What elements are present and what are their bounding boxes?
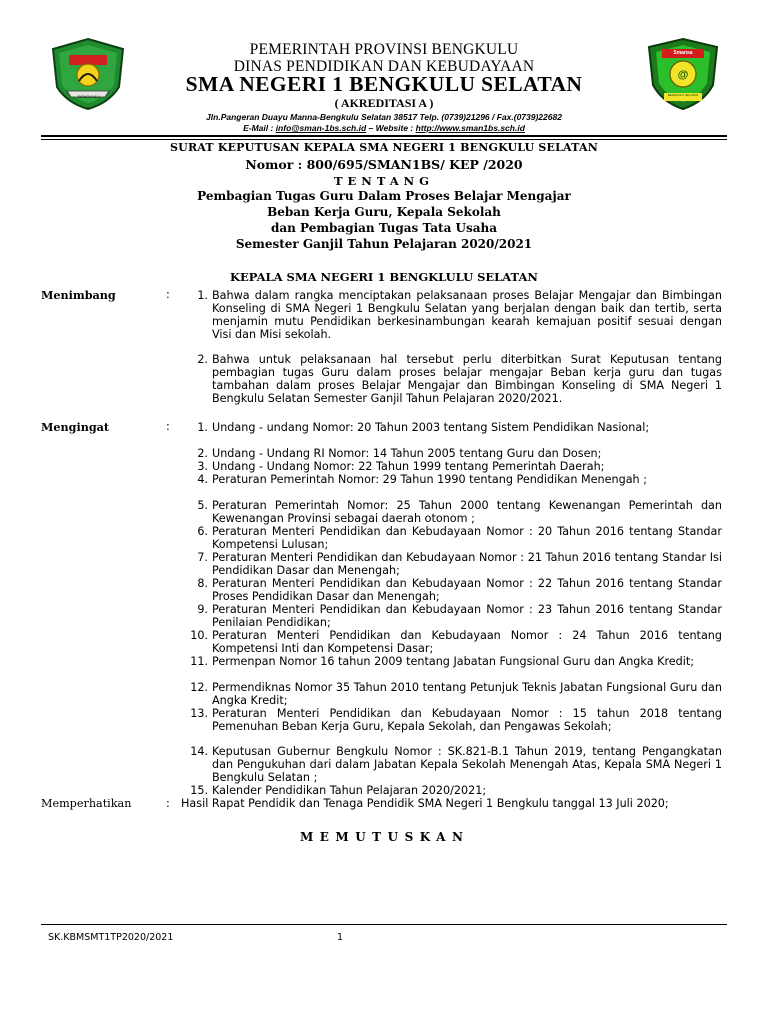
memperhatikan-label: Memperhatikan bbox=[41, 797, 132, 810]
memutuskan-heading: MEMUTUSKAN bbox=[300, 830, 470, 844]
page-number: 1 bbox=[337, 932, 344, 943]
item-number: 10. bbox=[190, 629, 208, 642]
item-number: 8. bbox=[197, 577, 208, 590]
item-text: Permendiknas Nomor 35 Tahun 2010 tentang Petunjuk Teknis Jabatan Fungsional Guru dan Angka Kredit; bbox=[212, 681, 722, 707]
item-text: Keputusan Gubernur Bengkulu Nomor : SK.821-B.1 Tahun 2019, tentang Pengangkatan dan Pengukuhan dari dalam Jabatan Kepala Sekolah Menengah Atas, Kepala SMA Negeri 1 Bengkulu Selatan ; bbox=[212, 745, 722, 784]
item-number: 9. bbox=[197, 603, 208, 616]
mengingat-item bbox=[172, 745, 722, 784]
footer-document-code: SK.KBMSMT1TP2020/2021 bbox=[48, 932, 174, 943]
item-text: Peraturan Pemerintah Nomor: 29 Tahun 1990 tentang Pendidikan Menengah ; bbox=[212, 473, 647, 486]
item-text: Undang - Undang Nomor: 22 Tahun 1999 tentang Pemerintah Daerah; bbox=[212, 460, 605, 473]
email-label: E-Mail : bbox=[243, 123, 276, 133]
mengingat-item bbox=[172, 577, 722, 603]
item-text: Undang - Undang RI Nomor: 14 Tahun 2005 tentang Guru dan Dosen; bbox=[212, 447, 602, 460]
gov-line: PEMERINTAH PROVINSI BENGKULU bbox=[249, 41, 519, 58]
tentang-heading: TENTANG bbox=[333, 174, 435, 188]
item-text: Peraturan Menteri Pendidikan dan Kebudayaan Nomor : 20 Tahun 2016 tentang Standar Kompetensi Lulusan; bbox=[212, 525, 722, 551]
item-text: Undang - undang Nomor: 20 Tahun 2003 tentang Sistem Pendidikan Nasional; bbox=[212, 421, 650, 434]
decree-number: Nomor : 800/695/SMAN1BS/ KEP /2020 bbox=[245, 157, 523, 172]
contact-line bbox=[0, 123, 768, 133]
item-number: 14. bbox=[190, 745, 208, 758]
mengingat-item bbox=[172, 421, 722, 434]
mengingat-item bbox=[172, 460, 722, 473]
item-number: 6. bbox=[197, 525, 208, 538]
item-number: 12. bbox=[190, 681, 208, 694]
mengingat-item bbox=[172, 551, 722, 577]
semester-line: Semester Ganjil Tahun Pelajaran 2020/2021 bbox=[235, 237, 533, 251]
website-link[interactable]: http://www.sman1bs.sch.id bbox=[415, 123, 525, 133]
item-number: 1. bbox=[197, 289, 208, 302]
dept-line: DINAS PENDIDIKAN DAN KEBUDAYAAN bbox=[233, 58, 535, 75]
item-text: Peraturan Menteri Pendidikan dan Kebudayaan Nomor : 22 Tahun 2016 tentang Standar Proses Pendidikan Dasar dan Menengah; bbox=[212, 577, 722, 603]
item-number: 5. bbox=[197, 499, 208, 512]
item-number: 2. bbox=[197, 353, 208, 366]
menimbang-colon: : bbox=[166, 288, 170, 301]
letterhead-rule-thick bbox=[41, 135, 727, 137]
item-number: 1. bbox=[197, 421, 208, 434]
right-emblem-bottom-text: BENGKULU SELATAN bbox=[667, 93, 699, 97]
decree-title: SURAT KEPUTUSAN KEPALA SMA NEGERI 1 BENGKULU SELATAN bbox=[170, 141, 598, 154]
website-label: – Website : bbox=[366, 123, 416, 133]
item-text: Bahwa untuk pelaksanaan hal tersebut perlu diterbitkan Surat Keputusan tentang pembagian tugas Guru dalam proses belajar mengajar Beban kerja guru dan tugas tambahan dalam proses Belajar Mengajar dan Bimbingan Konseling di SMA Negeri 1 Bengkulu Selatan Semester Ganjil Tahun Pelajaran 2020/2021. bbox=[212, 353, 722, 405]
item-number: 13. bbox=[190, 707, 208, 720]
mengingat-item bbox=[172, 473, 722, 486]
accreditation: ( AKREDITASI A ) bbox=[334, 96, 434, 110]
left-emblem-text: BENGKULU bbox=[77, 94, 100, 99]
item-number: 15. bbox=[190, 784, 208, 797]
mengingat-colon: : bbox=[166, 420, 170, 433]
item-text: Permenpan Nomor 16 tahun 2009 tentang Jabatan Fungsional Guru dan Angka Kredit; bbox=[212, 655, 695, 668]
menimbang-label: Menimbang bbox=[41, 288, 116, 302]
item-text: Bahwa dalam rangka menciptakan pelaksanaan proses Belajar Mengajar dan Bimbingan Konseling di SMA Negeri 1 Bengkulu Selatan yang berjalan dengan baik dan tertib, serta menjamin mutu Pendidikan berkesinambungan kearah kemajuan positif sesuai dengan Visi dan Misi sekolah. bbox=[212, 289, 722, 341]
item-text: Peraturan Pemerintah Nomor: 25 Tahun 2000 tentang Kewenangan Pemerintah dan Kewenangan Provinsi sebagai daerah otonom ; bbox=[212, 499, 722, 525]
mengingat-item bbox=[172, 655, 722, 668]
email-link[interactable]: info@sman-1bs.sch.id bbox=[275, 123, 367, 133]
memperhatikan-text: Hasil Rapat Pendidik dan Tenaga Pendidik SMA Negeri 1 Bengkulu tanggal 13 Juli 2020; bbox=[181, 797, 669, 810]
mengingat-item bbox=[172, 707, 722, 733]
footer-rule bbox=[41, 924, 727, 925]
item-text: Peraturan Menteri Pendidikan dan Kebudayaan Nomor : 21 Tahun 2016 tentang Standar Isi Pendidikan Dasar dan Menengah; bbox=[212, 551, 722, 577]
menimbang-item bbox=[172, 353, 722, 405]
principal-heading: KEPALA SMA NEGERI 1 BENGKLULU SELATAN bbox=[230, 270, 538, 284]
svg-text:@: @ bbox=[677, 69, 689, 81]
subject-line-1: Pembagian Tugas Guru Dalam Proses Belajar Mengajar bbox=[197, 189, 571, 203]
item-text: Peraturan Menteri Pendidikan dan Kebudayaan Nomor : 24 Tahun 2016 tentang Kompetensi Inti dan Kompetensi Dasar; bbox=[212, 629, 722, 655]
mengingat-item bbox=[172, 603, 722, 629]
item-text: Peraturan Menteri Pendidikan dan Kebudayaan Nomor : 15 tahun 2018 tentang Pemenuhan Beban Kerja Guru, Kepala Sekolah, dan Pengawas Sekolah; bbox=[212, 707, 722, 733]
menimbang-item bbox=[172, 289, 722, 341]
letterhead-rule-thin bbox=[41, 139, 727, 140]
mengingat-item bbox=[172, 629, 722, 655]
mengingat-item bbox=[172, 681, 722, 707]
item-text: Kalender Pendidikan Tahun Pelajaran 2020/2021; bbox=[212, 784, 487, 797]
item-text: Peraturan Menteri Pendidikan dan Kebudayaan Nomor : 23 Tahun 2016 tentang Standar Penilaian Pendidikan; bbox=[212, 603, 722, 629]
mengingat-label: Mengingat bbox=[41, 420, 110, 434]
subject-line-2: Beban Kerja Guru, Kepala Sekolah bbox=[267, 205, 501, 219]
item-number: 4. bbox=[197, 473, 208, 486]
memperhatikan-colon: : bbox=[166, 797, 170, 810]
mengingat-item bbox=[172, 447, 722, 460]
mengingat-item bbox=[172, 499, 722, 525]
address-line: Jln.Pangeran Duayu Manna-Bengkulu Selatan 38517 Telp. (0739)21296 / Fax.(0739)22682 bbox=[206, 112, 562, 122]
item-number: 2. bbox=[197, 447, 208, 460]
item-number: 3. bbox=[197, 460, 208, 473]
item-number: 7. bbox=[197, 551, 208, 564]
right-emblem-top-text: Smansa bbox=[673, 50, 693, 56]
mengingat-item bbox=[172, 525, 722, 551]
subject-line-3: dan Pembagian Tugas Tata Usaha bbox=[270, 221, 498, 235]
item-number: 11. bbox=[190, 655, 208, 668]
school-name: SMA NEGERI 1 BENGKULU SELATAN bbox=[185, 72, 583, 96]
